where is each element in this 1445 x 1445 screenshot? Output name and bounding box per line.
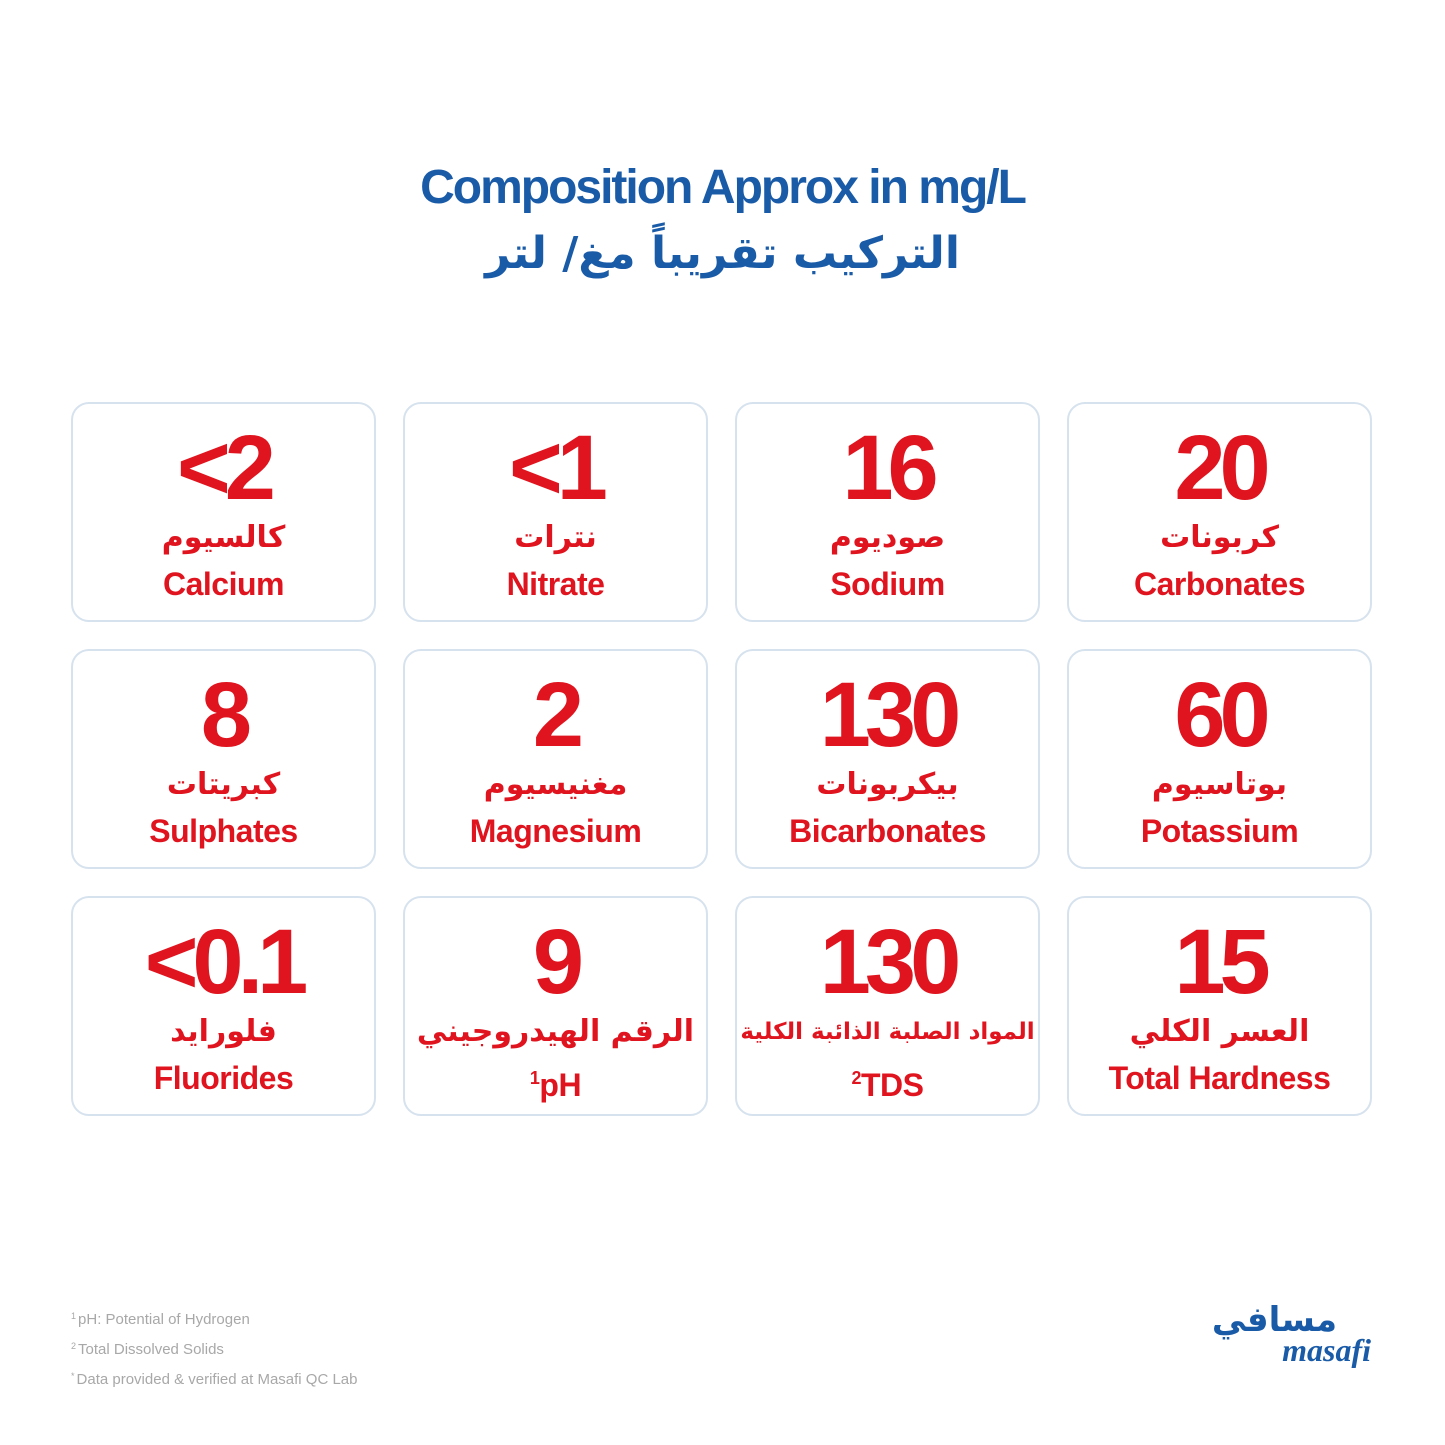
page-title-ar: التركيب تقريباً مغ/ لتر	[485, 228, 960, 279]
card-carbonates	[1067, 402, 1372, 622]
card-tds	[735, 896, 1040, 1116]
card-label-en: Fluorides	[153, 1060, 294, 1096]
card-value: 8	[200, 664, 247, 766]
card-label-en: Potassium	[1140, 813, 1299, 849]
footnote-mark: *	[71, 1371, 75, 1381]
card-value: 15	[1174, 911, 1265, 1013]
card-label-ar: صوديوم	[829, 520, 946, 555]
card-label-en: Bicarbonates	[789, 813, 986, 849]
card-label-en	[737, 1058, 1038, 1105]
footnote-mark: 1	[71, 1311, 77, 1321]
card-label-en	[405, 1058, 706, 1105]
card-label-en: Total Hardness	[1108, 1060, 1331, 1096]
card-label-en: Sulphates	[149, 813, 298, 849]
card-nitrate	[403, 402, 708, 622]
footnote-mark: 1	[529, 1068, 540, 1088]
card-value: 16	[842, 417, 933, 519]
card-value: 9	[532, 911, 579, 1013]
footnote-mark: 2	[71, 1341, 77, 1351]
card-label-ar: الرقم الهيدروجيني	[416, 1014, 695, 1049]
footnote-text: pH: Potential of Hydrogen	[78, 1311, 250, 1328]
card-label-ar: المواد الصلبة الذائبة الكلية	[740, 1019, 1035, 1045]
card-fluorides	[71, 896, 376, 1116]
card-calcium	[71, 402, 376, 622]
footnote-text: Total Dissolved Solids	[78, 1341, 224, 1358]
card-label-en: Carbonates	[1133, 566, 1306, 602]
card-label-ar: كالسيوم	[161, 520, 286, 555]
card-value: 2	[532, 664, 579, 766]
card-ph	[403, 896, 708, 1116]
card-label-en: Nitrate	[506, 566, 605, 602]
card-label-en-text: pH	[539, 1067, 582, 1103]
footnote-item	[71, 1303, 358, 1333]
card-label-en-text: TDS	[861, 1067, 924, 1103]
footnote-item	[71, 1333, 358, 1363]
footnote-mark: 2	[851, 1068, 861, 1088]
brand-name-ar: مسافي	[1211, 1300, 1337, 1340]
brand-name-en: masafi	[1282, 1332, 1371, 1368]
composition-grid	[71, 402, 1373, 1116]
card-value: <2	[177, 417, 270, 519]
card-value: <0.1	[144, 911, 303, 1013]
card-sodium	[735, 402, 1040, 622]
card-label-ar: العسر الكلي	[1129, 1014, 1310, 1049]
card-value: 130	[819, 664, 956, 766]
card-label-en: Calcium	[163, 566, 284, 602]
card-label-ar: فلورايد	[170, 1014, 277, 1049]
card-label-en: Magnesium	[469, 813, 642, 849]
card-value: 20	[1174, 417, 1265, 519]
card-label-ar: نترات	[514, 520, 597, 555]
card-value: 60	[1174, 664, 1265, 766]
card-label-ar: كبريتات	[166, 767, 281, 802]
card-label-ar: بوتاسيوم	[1151, 767, 1288, 802]
card-potassium	[1067, 649, 1372, 869]
footnotes	[71, 1303, 358, 1393]
card-value: <1	[509, 417, 602, 519]
card-label-ar: كربونات	[1160, 520, 1279, 555]
page-title-en: Composition Approx in mg/L	[420, 161, 1025, 214]
card-total-hardness	[1067, 896, 1372, 1116]
card-magnesium	[403, 649, 708, 869]
card-value: 130	[819, 911, 956, 1013]
card-label-ar: بيكربونات	[816, 767, 959, 802]
card-sulphates	[71, 649, 376, 869]
card-label-en: Sodium	[830, 566, 945, 602]
masafi-logo	[1211, 1300, 1377, 1380]
footnote-text: Data provided & verified at Masafi QC Lab	[76, 1371, 358, 1388]
footnote-item	[71, 1363, 358, 1393]
card-label-ar: مغنيسيوم	[483, 767, 628, 802]
card-bicarbonates	[735, 649, 1040, 869]
